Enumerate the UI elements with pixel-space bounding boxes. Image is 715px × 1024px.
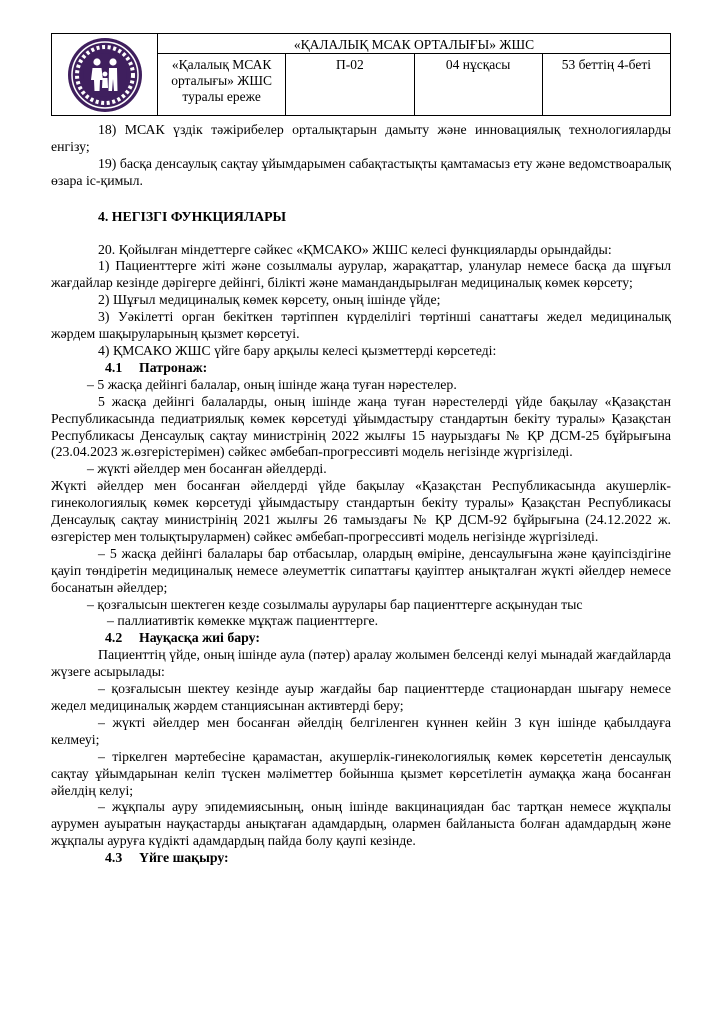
paragraph: Жүкті әйелдер мен босанған әйелдерді үйде бақылау «Қазақстан Республикасында акушерлік-гинекологиялық көмек көрсетуді ұйымдастыру стандартын бекіту туралы» Қазақстан Республикасы Денсаулық сақтау министрінің 2021 жылғы 26 тамыздағы № ҚР ДСМ-92 бұйрығына (24.12.2022 ж. өзгерістер мен толықтырулармен) сәйкес әмбебап-прогрессивті модель негізінде жүргізіледі.: [51, 478, 671, 544]
paragraph: Пациенттің үйде, оның ішінде аула (пәтер) аралау жолымен белсенді келуі мынадай жағдайларда жүзеге асырылады:: [51, 647, 671, 680]
paragraph-18: 18) МСАК үздік тәжірибелер орталықтарын дамыту және инновациялық технологияларды енгізу;: [51, 122, 671, 154]
subsection-number: 4.3: [105, 850, 123, 866]
list-item: – қозғалысын шектеу кезінде ауыр жағдайы бар пациенттерде стационардан шығару немесе жедел медициналық жәрдем станциясынан активтерді беру;: [51, 681, 671, 713]
page-indicator: 53 беттің 4-беті: [542, 54, 670, 116]
subsection-title: Үйге шақыру:: [139, 850, 229, 866]
subsection-number: 4.2: [105, 630, 123, 646]
subsection-number: 4.1: [105, 359, 123, 375]
logo-cell: [52, 34, 158, 116]
list-item: – тіркелген мәртебесіне қарамастан, акушерлік-гинекологиялық көмек көрсететін денсаулық сақтау ұйымдарынан келіп түскен мәліметтер бойынша қызмет көрсетілетін аумаққа жаңа босанған әйелдің келуі;: [51, 748, 671, 798]
function-1: 1) Пациенттерге жіті және созылмалы аурулар, жарақаттар, уланулар немесе басқа да шұғыл жағдайлар кезінде дәрігерге дейінгі, білікті және мамандандырылған медициналық көмек көрсету;: [51, 258, 671, 291]
list-item: – жұқпалы ауру эпидемиясының, оның ішінде вакцинациядан бас тартқан немесе жұқпалы аурумен ауыратын науқастарды анықтаған адамдардың, олармен байланыста болған адамдардың және жұқпалы ауруға күдікті адамдардың пайда болу қаупі кезінде.: [51, 799, 671, 849]
paragraph: 5 жасқа дейінгі балаларды, оның ішінде жаңа туған нәрестелерді үйде бақылау «Қазақстан Республикасында педиатриялық көмек көрсетуді ұйымдастыру стандартын бекіту туралы» Қазақстан Республикасы Денсаулық сақтау министрінің 2022 жылғы 15 наурыздағы № ҚР ДСМ-25 бұйрығына (23.04.2023 ж.өзгерістерімен) сәйкес әмбебап-прогрессивті модель негізінде жүргізіледі.: [51, 393, 671, 460]
doc-edition: 04 нұсқасы: [414, 54, 542, 116]
list-item: – қозғалысын шектеген кезде созылмалы аурулары бар пациенттерге асқынудан тыс: [87, 596, 583, 612]
document-body: [51, 122, 671, 867]
subsection-title: Науқасқа жиі бару:: [139, 630, 260, 646]
subsection-4-2-heading: [51, 630, 671, 647]
list-item: – жүкті әйелдер мен босанған әйелдерді.: [87, 461, 327, 477]
function-4: 4) ҚМСАКО ЖШС үйге бару арқылы келесі қызметтерді көрсетеді:: [98, 342, 497, 358]
list-item: – 5 жасқа дейінгі балалары бар отбасылар, олардың өміріне, денсаулығына және қауіпсіздігіне қауіп төндіретін медициналық немесе әлеуметтік сипаттағы қауіптер анықталған жүкті әйелдер немесе босанатын әйелдер;: [51, 545, 671, 595]
subsection-title: Патронаж:: [139, 359, 208, 375]
paragraph-19: 19) басқа денсаулық сақтау ұйымдарымен сабақтастықты қамтамасыз ету және ведомствоаралық өзара іс-қимыл.: [51, 155, 671, 188]
section-4-heading: 4. НЕГІЗГІ ФУНКЦИЯЛАРЫ: [98, 208, 287, 224]
subsection-4-1-heading: [51, 360, 671, 377]
list-item: – жүкті әйелдер мен босанған әйелдің белгіленген күннен кейін 3 күн ішінде қабылдауға келмеуі;: [51, 714, 671, 747]
paragraph-20: 20. Қойылған міндеттерге сәйкес «ҚМСАКО» ЖШС келесі функцияларды орындайды:: [98, 241, 612, 257]
function-3: 3) Уәкілетті орган бекіткен тәртіппен күрделілігі төртінші санаттағы жедел медициналық жәрдем шақыруларының қызмет көрсетуі.: [51, 309, 671, 342]
org-title: «ҚАЛАЛЫҚ МСАК ОРТАЛЫҒЫ» ЖШС: [158, 34, 671, 54]
subsection-4-3-heading: [51, 850, 671, 867]
list-item: – паллиативтік көмекке мұқтаж пациенттерге.: [107, 613, 379, 629]
doc-name: «Қалалық МСАК орталығы» ЖШС туралы ереже: [158, 54, 286, 116]
list-item: – 5 жасқа дейінгі балалар, оның ішінде жаңа туған нәрестелер.: [87, 376, 457, 392]
function-2: 2) Шұғыл медициналық көмек көрсету, оның ішінде үйде;: [98, 292, 441, 308]
document-header-table: [51, 33, 671, 116]
family-emblem-logo: [68, 38, 142, 112]
doc-code: П-02: [286, 54, 414, 116]
